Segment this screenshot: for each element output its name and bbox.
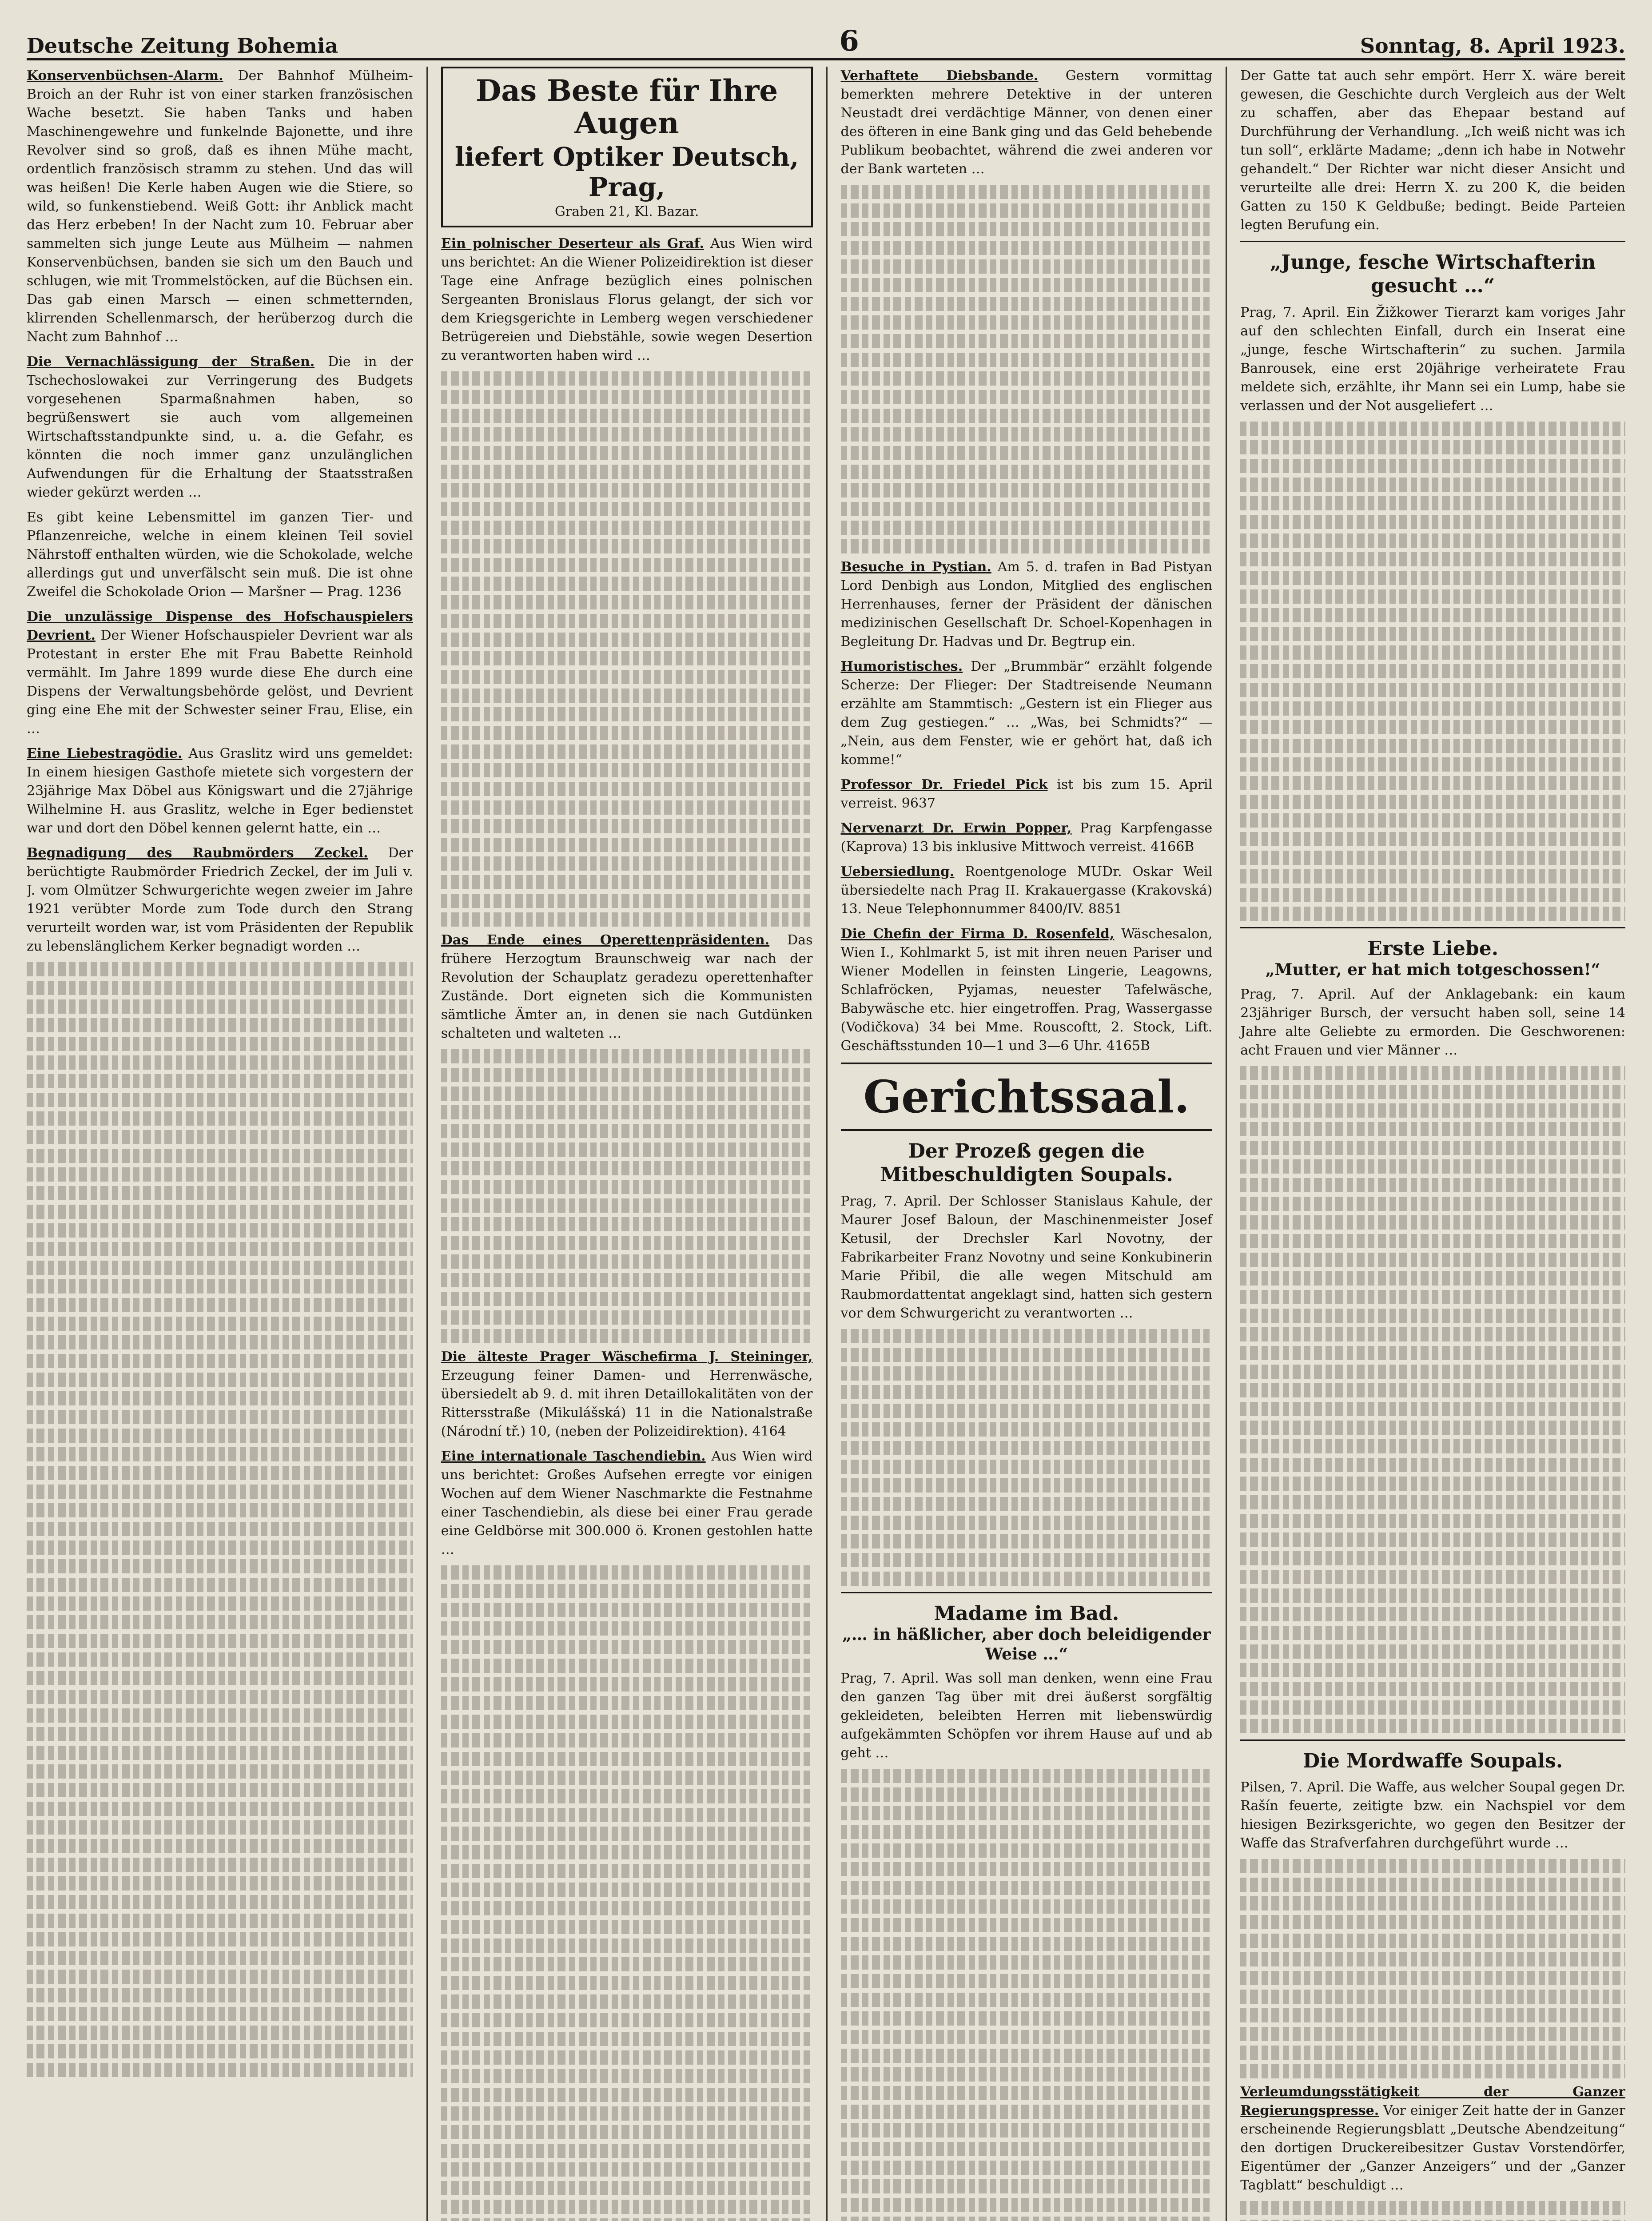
body-text-continuation <box>27 962 413 2077</box>
article: Prag, 7. April. Der Schlosser Stanislaus Kahule, der Maurer Josef Baloun, der Maschinenmeister Josef Ketusil, der Drechsler Karl Novotny, der Fabrikarbeiter Franz Novotny und seine Konkubinerin Marie Přibil, die alle wegen Mitschuld am Raubmordattentat angeklagt sind, hatten sich gestern vor dem Schwurgericht zu verantworten … <box>840 1193 1213 1321</box>
divider <box>1240 927 1625 928</box>
article: Konservenbüchsen-Alarm. Der Bahnhof Mülheim-Broich an der Ruhr ist von einer starken französischen Wache besetzt. Sie haben Tanks und haben Maschinengewehre und funkelnde Bajonette, und ihre Revolver sind so groß, daß es ihnen Mühe macht, ordentlich französisch stramm zu stehen. Und das will was heißen! Die Kerle haben Augen wie die Stiere, so wild, so funkenstiebend. Weiß Gott: ihr Anblick macht das Herz erbeben! In der Nacht zum 10. Februar aber sammelten sich junge Leute aus Mülheim — nahmen Konservenbüchsen, banden sie sich um den Bauch und schlugen, wie mit Trommelstöcken, auf die Büchsen ein. Das gab einen Marsch — einen schmetternden, klirrenden Schellenmarsch, der herüberzog durch die Nacht zum Bahnhof … <box>27 68 413 345</box>
notice: Nervenarzt Dr. Erwin Popper, Prag Karpfengasse (Kaprova) 13 bis inklusive Mittwoch verreist. 4166B <box>840 820 1213 855</box>
body-text-continuation <box>841 185 1213 553</box>
page-number: 6 <box>839 24 859 58</box>
article: Ein polnischer Deserteur als Graf. Aus Wien wird uns berichtet: An die Wiener Polizeidirektion ist dieser Tage eine Anfrage bezüglich eines polnischen Sergeanten Bronislaus Florus gelangt, der sich vor dem Kriegsgerichte in Lemberg wegen verschiedener Betrügereien und Diebstähle, sowie wegen Desertion zu verantworten haben wird … <box>441 236 813 364</box>
column-4 <box>1226 67 1625 2221</box>
article: Das Ende eines Operettenpräsidenten. Das frühere Herzogtum Braunschweig war nach der Revolution der Schauplatz geradezu operettenhafter Zustände. Dort eigneten sich die Kommunisten sämtliche Ämter an, in denen sie nach Gutdünken schalteten und walteten … <box>441 932 813 1042</box>
ad-company: liefert Optiker Deutsch, Prag, <box>454 142 799 203</box>
article-headline: „Junge, fesche Wirtschafterin gesucht …“ <box>1270 251 1596 297</box>
ad-address: Graben 21, Kl. Bazar. <box>554 204 699 220</box>
article-headline: Erste Liebe. „Mutter, er hat mich totgeschossen!“ <box>1265 937 1600 979</box>
article: Prag, 7. April. Ein Žižkower Tierarzt kam voriges Jahr auf den schlechten Einfall, durch ein Inserat eine „junge, fesche Wirtschafterin“ zu suchen. Jarmila Banrousek, eine erst 20jährige verheiratete Frau meldete sich, erzählte, ihr Mann sei ein Lump, habe sie verlassen und der Not ausgeliefert … <box>1240 304 1625 414</box>
article-headline: Die Mordwaffe Soupals. <box>1303 1749 1563 1772</box>
notice: Die Chefin der Firma D. Rosenfeld, Wäschesalon, Wien I., Kohlmarkt 5, ist mit ihren neuen Pariser und Wiener Modellen in feinsten Lingerie, Leagowns, Schlafröcken, Pyjamas, neuester Tafelwäsche, Babywäsche etc. hier eingetroffen. Prag, Wassergasse (Vodičkova) 34 bei Mme. Rouscoftt, 2. Stock, Lift. Geschäftsstunden 10—1 und 3—6 Uhr. 4165B <box>840 926 1213 1054</box>
article: Verleumdungsstätigkeit der Ganzer Regierungspresse. Vor einiger Zeit hatte der in Ganzer erscheinende Regierungsblatt „Deutsche Abendzeitung“ den dortigen Druckereibesitzer Gustav Vorstendörfer, Eigentümer der „Ganzer Anzeigers“ und der „Ganzer Tagblatt“ beschuldigt … <box>1240 2084 1625 2193</box>
article: Eine internationale Taschendiebin. Aus Wien wird uns berichtet: Großes Aufsehen erregte vor einigen Wochen auf dem Wiener Naschmarkte die Festnahme einer Taschendiebin, als diese bei einer Frau gerade eine Geldbörse mit 300.000 ö. Kronen gestohlen hatte … <box>441 1449 813 1558</box>
article: Humoristisches. Der „Brummbär“ erzählt folgende Scherze: Der Flieger: Der Stadtreisende Neumann erzählte am Stammtisch: „Gestern ist ein Flieger aus dem Zug gestiegen.“ … „Was, bei Schmidts?“ — „Nein, aus dem Fenster, wie er gehört hat, daß ich komme!“ <box>840 659 1213 768</box>
article: Besuche in Pystian. Am 5. d. trafen in Bad Pistyan Lord Denbigh aus London, Mitglied des englischen Herrenhauses, ferner der Präsident der dänischen medizinischen Gesellschaft Dr. Schoel-Kopenhagen in Begleitung Dr. Hadvas und Dr. Begtrup ein. <box>840 559 1213 649</box>
column-3 <box>826 67 1226 2221</box>
body-text-continuation <box>441 1565 813 2221</box>
article: Die Vernachlässigung der Straßen. Die in der Tschechoslowakei zur Verringerung des Budgets vorgesehenen Sparmaßnahmen haben, so begrüßenswert sie auch vom allgemeinen Wirtschaftsstandpunkte sind, u. a. die Gefahr, es könnten die noch immer ganz unzulänglichen Aufwendungen für die Erhaltung der Staatsstraßen wieder gekürzt werden … <box>27 354 413 500</box>
divider <box>1240 1739 1625 1741</box>
article: Verhaftete Diebsbande. Gestern vormittag bemerkten mehrere Detektive in der unteren Neustadt drei verdächtige Männer, von denen einer des öfteren in eine Bank ging und das Geld behebende Publikum beobachtet, während die zwei anderen vor der Bank warteten … <box>840 68 1213 177</box>
ad-headline: Das Beste für Ihre Augen <box>475 73 778 140</box>
body-text-continuation <box>841 1329 1213 1586</box>
article: Eine Liebestragödie. Aus Graslitz wird uns gemeldet: In einem hiesigen Gasthofe mietete sich vorgestern der 23jährige Max Döbel aus Königswart und die 27jährige Wilhelmine H. aus Graslitz, welche in Eger bedienstet war und dort den Döbel kennen gelernt hatte, ein … <box>27 746 413 836</box>
article: Prag, 7. April. Was soll man denken, wenn eine Frau den ganzen Tag über mit drei äußerst sorgfältig gekleideten, beleibten Herren mit liebenswürdig aufgekämmten Schöpfen vor ihrem Hause auf und ab geht … <box>840 1670 1213 1761</box>
article-headline: Der Prozeß gegen die Mitbeschuldigten Soupals. <box>880 1140 1173 1186</box>
divider <box>841 1592 1213 1593</box>
newspaper-title: Deutsche Zeitung Bohemia <box>27 34 338 58</box>
article: Begnadigung des Raubmörders Zeckel. Der berüchtigte Raubmörder Friedrich Zeckel, der im Juli v. J. vom Olmützer Schwurgerichte wegen zweier im Jahre 1921 verübter Morde zum Tode durch den Strang verurteilt worden war, ist vom Präsidenten der Republik zu lebenslänglichem Kerker begnadigt worden … <box>27 845 413 954</box>
divider <box>1240 241 1625 242</box>
advertisement-text: Es gibt keine Lebensmittel im ganzen Tier- und Pflanzenreiche, welche in einem kleinen Teil soviel Nährstoff enthalten würden, wie die Schokolade, welche allerdings gut und unverfälscht sein muß. Die ist ohne Zweifel die Schokolade Orion — Maršner — Prag. 1236 <box>27 509 413 600</box>
body-text-continuation <box>441 371 813 927</box>
text-columns <box>27 67 1625 2221</box>
column-1 <box>27 67 426 2221</box>
body-text-continuation <box>441 1049 813 1343</box>
issue-date: Sonntag, 8. April 1923. <box>1360 34 1625 58</box>
article: Die unzulässige Dispense des Hofschauspielers Devrient. Der Wiener Hofschauspieler Devrient war als Protestant in erster Ehe mit Frau Babette Reinhold vermählt. Im Jahre 1899 wurde diese Ehe durch eine Dispens der Verwaltungsbehörde gelöst, und Devrient ging eine Ehe mit der Schwester seiner Frau, Elise, ein … <box>27 609 413 736</box>
body-text-continuation <box>841 1769 1213 2221</box>
article-headline: Madame im Bad. „… in häßlicher, aber doch beleidigender Weise …“ <box>842 1602 1211 1664</box>
notice: Professor Dr. Friedel Pick ist bis zum 15. April verreist. 9637 <box>840 777 1213 811</box>
body-text-continuation <box>1240 1066 1625 1733</box>
body-text-continuation <box>1240 422 1625 921</box>
notice: Die älteste Prager Wäschefirma J. Steininger, Erzeugung feiner Damen- und Herrenwäsche, übersiedelt ab 9. d. mit ihren Detaillokalitäten von der Rittersstraße (Mikulášská) 11 in die Nationalstraße (Národní tř.) 10, (neben der Polizeidirektion). 4164 <box>441 1349 813 1440</box>
section-title-court: Gerichtssaal. <box>841 1063 1213 1131</box>
body-text-continuation <box>1240 2201 1625 2221</box>
article: Prag, 7. April. Auf der Anklagebank: ein kaum 23jähriger Bursch, der versucht haben soll, seine 14 Jahre alte Geliebte zu ermorden. Die Geschworenen: acht Frauen und vier Männer … <box>1240 986 1625 1058</box>
article: Pilsen, 7. April. Die Waffe, aus welcher Soupal gegen Dr. Rašín feuerte, zeitigte bzw. ein Nachspiel vor dem hiesigen Bezirksgerichte, wo gegen den Besitzer der Waffe das Strafverfahren durchgeführt wurde … <box>1240 1779 1625 1851</box>
body-text-continuation <box>1240 1859 1625 2078</box>
column-2 <box>426 67 826 2221</box>
notice: Uebersiedlung. Roentgenologe MUDr. Oskar Weil übersiedelte nach Prag II. Krakauergasse (Krakovská) 13. Neue Telephonnummer 8400/IV. 8851 <box>840 864 1213 917</box>
optician-advertisement <box>441 67 813 227</box>
article: Der Gatte tat auch sehr empört. Herr X. wäre bereit gewesen, die Geschichte durch Vergleich aus der Welt zu schaffen, aber das Ehepaar bestand auf Durchführung der Verhandlung. „Ich weiß nicht was ich tun soll“, erklärte Madame; „denn ich habe in Notwehr gehandelt.“ Der Richter war nicht dieser Ansicht und verurteilte alle drei: Herrn X. zu 200 K, die beiden Gatten zu 150 K Geldbuße; bedingt. Beide Parteien legten Berufung ein. <box>1240 68 1625 233</box>
page-header <box>27 18 1625 60</box>
